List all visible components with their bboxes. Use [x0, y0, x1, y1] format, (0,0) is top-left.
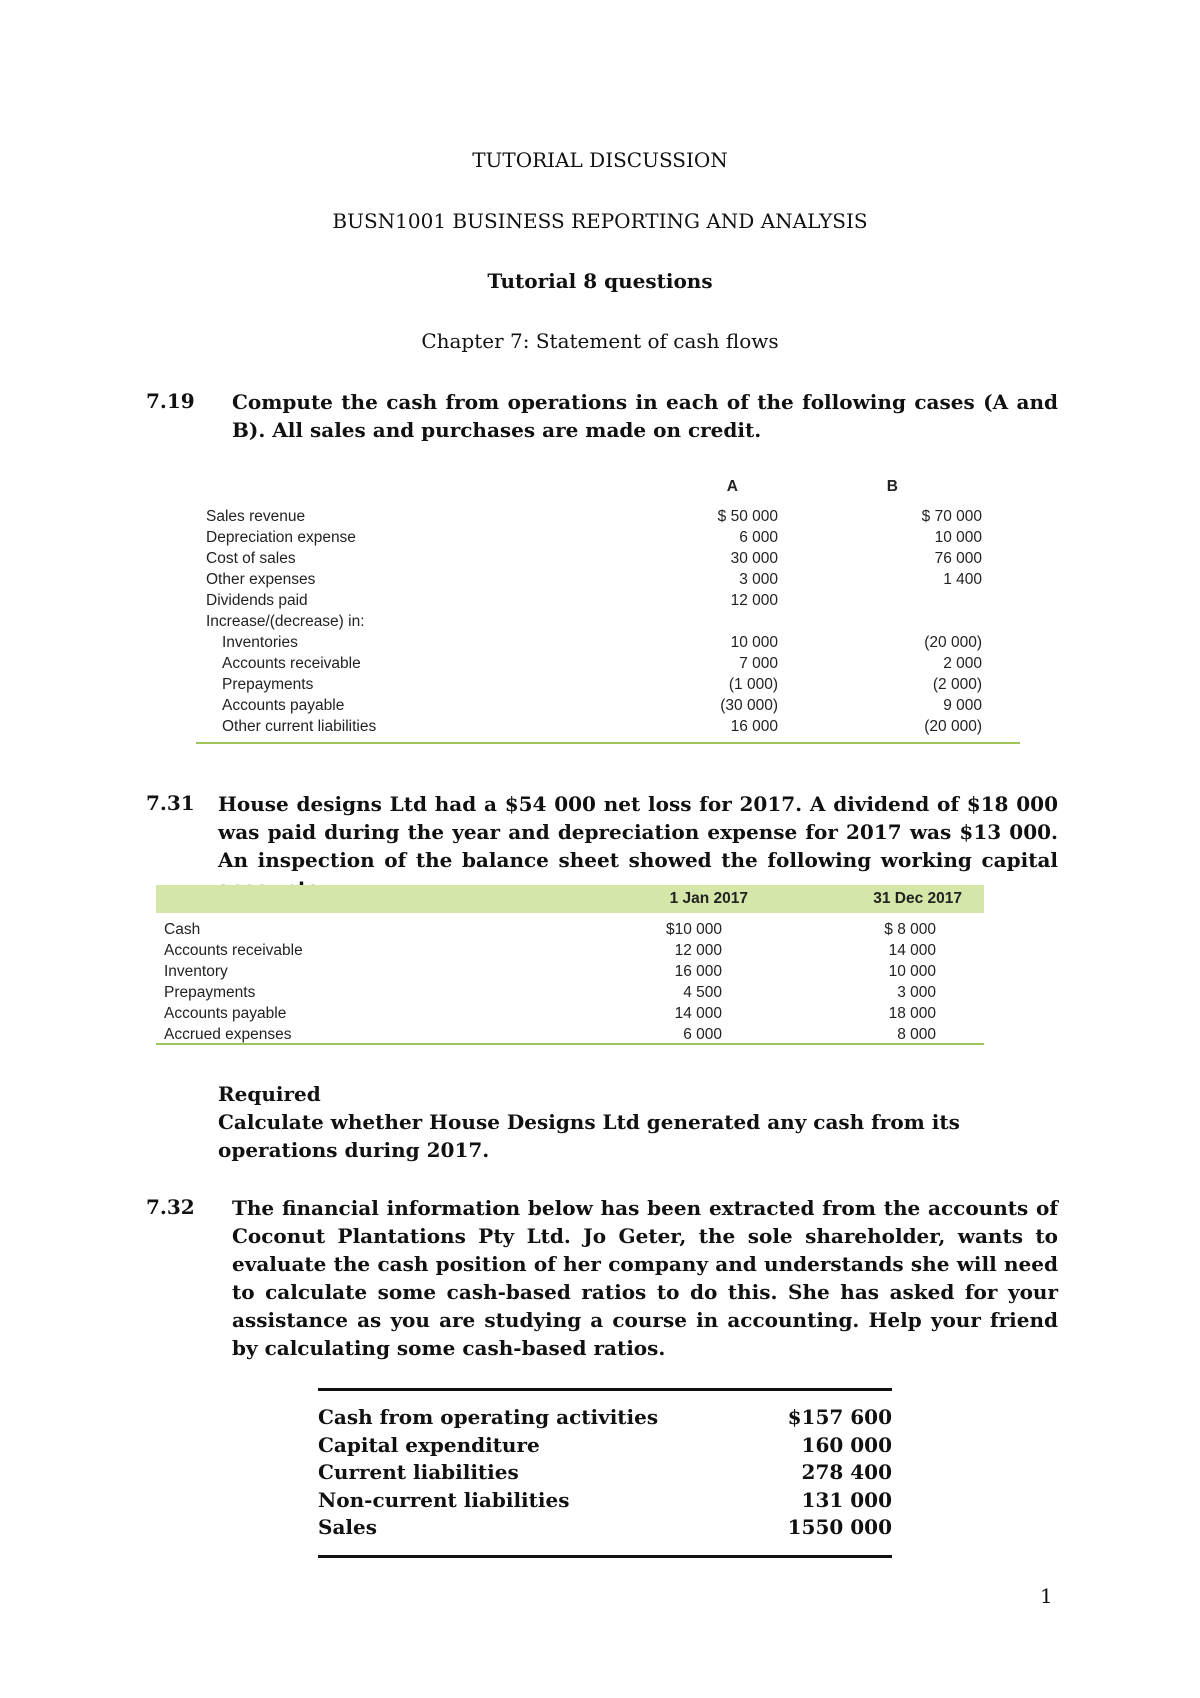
table-row: [204, 676, 1024, 697]
value-dec-2017: $ 8 000: [884, 921, 936, 938]
value-b: (20 000): [924, 634, 982, 651]
table-row: [204, 697, 1024, 718]
table-7-19-header: [204, 478, 1024, 508]
row-label: Other expenses: [206, 571, 316, 588]
table-7-19-body: [204, 508, 1024, 739]
doc-title: TUTORIAL DISCUSSION: [472, 148, 728, 172]
value-dec-2017: 10 000: [888, 963, 936, 980]
table-7-31: [156, 885, 984, 1047]
value-jan-2017: 6 000: [683, 1026, 722, 1043]
chapter-title: Chapter 7: Statement of cash flows: [421, 329, 779, 353]
value-dec-2017: 14 000: [888, 942, 936, 959]
row-label: Sales: [318, 1515, 377, 1539]
value-a: (30 000): [720, 697, 778, 714]
value-a: 12 000: [730, 592, 778, 609]
row-label: Increase/(decrease) in:: [206, 613, 365, 630]
table-row: [204, 655, 1024, 676]
tutorial-title: Tutorial 8 questions: [487, 269, 713, 293]
row-label: Cash: [164, 921, 201, 938]
value-a: 3 000: [739, 571, 778, 588]
row-label: Accounts payable: [164, 1005, 287, 1022]
col-dec-header: 31 Dec 2017: [873, 890, 962, 907]
value-a: 16 000: [730, 718, 778, 735]
value-a: 6 000: [739, 529, 778, 546]
table-row: [204, 613, 1024, 634]
question-7-32-text: The financial information below has been extracted from the accounts of Coconut Plantations Pty Ltd. Jo Geter, the sole shareholder, wants to evaluate the cash position of her company and understands she will need to calculate some cash-based ratios to do this. She has asked for your assistance as you are studying a course in accounting. Help your friend by calculating some cash-based ratios.: [232, 1196, 1058, 1360]
table-7-32-top-rule: [318, 1388, 892, 1391]
value-b: 10 000: [934, 529, 982, 546]
value-jan-2017: 4 500: [683, 984, 722, 1001]
table-7-19: [204, 478, 1024, 739]
table-7-32-bottom-rule: [318, 1555, 892, 1558]
row-label: Accounts receivable: [222, 655, 361, 672]
row-label: Accrued expenses: [164, 1026, 292, 1043]
table-7-31-header-band: [156, 885, 984, 913]
page-number: 1: [1040, 1584, 1053, 1608]
row-label: Prepayments: [222, 676, 314, 693]
table-7-19-bottom-rule: [196, 742, 1020, 744]
value-a: $ 50 000: [717, 508, 778, 525]
row-label: Depreciation expense: [206, 529, 356, 546]
row-label: Current liabilities: [318, 1460, 519, 1484]
row-label: Accounts payable: [222, 697, 345, 714]
row-label: Sales revenue: [206, 508, 306, 525]
table-row: [204, 592, 1024, 613]
row-label: Non-current liabilities: [318, 1487, 570, 1512]
table-row: [318, 1460, 892, 1488]
table-row: [318, 1405, 892, 1433]
table-row: [204, 550, 1024, 571]
table-row: [156, 984, 984, 1005]
row-label: Inventories: [222, 634, 298, 651]
row-label: Other current liabilities: [222, 718, 377, 735]
question-7-32-number: 7.32: [146, 1195, 195, 1219]
row-label: Cost of sales: [206, 550, 296, 567]
row-label: Prepayments: [164, 984, 256, 1001]
row-label: Cash from operating activities: [318, 1405, 659, 1429]
value-jan-2017: 14 000: [674, 1005, 722, 1022]
row-label: Dividends paid: [206, 592, 308, 609]
value-b: 2 000: [943, 655, 982, 672]
table-row: [156, 1005, 984, 1026]
table-row: [318, 1433, 892, 1461]
table-row: [204, 508, 1024, 529]
value-dec-2017: 3 000: [897, 984, 936, 1001]
value-b: 1 400: [943, 571, 982, 588]
question-7-19-number: 7.19: [146, 389, 195, 413]
value-b: (20 000): [924, 718, 982, 735]
value-b: 9 000: [943, 697, 982, 714]
table-7-31-body: [156, 921, 984, 1047]
required-text: Calculate whether House Designs Ltd generated any cash from its operations during 2017.: [218, 1110, 960, 1162]
row-value: 160 000: [801, 1432, 892, 1457]
value-b: (2 000): [932, 676, 982, 693]
table-row: [318, 1488, 892, 1516]
table-row: [156, 942, 984, 963]
value-jan-2017: 12 000: [674, 942, 722, 959]
value-jan-2017: 16 000: [674, 963, 722, 980]
value-b: $ 70 000: [921, 508, 982, 525]
col-jan-header: 1 Jan 2017: [669, 890, 748, 907]
table-row: [204, 571, 1024, 592]
table-row: [204, 529, 1024, 550]
table-7-31-bottom-rule: [156, 1043, 984, 1045]
required-heading: Required: [218, 1082, 321, 1106]
value-b: 76 000: [934, 550, 982, 567]
row-value: $157 600: [787, 1405, 892, 1429]
row-label: Accounts receivable: [164, 942, 303, 959]
row-value: 131 000: [801, 1487, 892, 1512]
value-a: 10 000: [730, 634, 778, 651]
value-a: 30 000: [730, 550, 778, 567]
table-row: [156, 963, 984, 984]
table-row: [156, 921, 984, 942]
row-value: 278 400: [801, 1460, 892, 1484]
question-7-19-text: Compute the cash from operations in each of the following cases (A and B). All sales and purchases are made on credit.: [232, 390, 1058, 442]
value-dec-2017: 18 000: [888, 1005, 936, 1022]
value-a: 7 000: [739, 655, 778, 672]
value-jan-2017: $10 000: [665, 921, 722, 938]
value-a: (1 000): [728, 676, 778, 693]
table-row: [318, 1515, 892, 1543]
question-7-31-number: 7.31: [146, 791, 195, 815]
col-a-header: A: [726, 478, 738, 495]
table-row: [204, 634, 1024, 655]
table-row: [204, 718, 1024, 739]
col-b-header: B: [886, 478, 898, 495]
row-label: Capital expenditure: [318, 1432, 540, 1457]
row-label: Inventory: [164, 963, 228, 980]
table-7-32: [318, 1388, 892, 1558]
course-title: BUSN1001 BUSINESS REPORTING AND ANALYSIS: [332, 209, 868, 233]
table-7-32-body: [318, 1405, 892, 1543]
value-dec-2017: 8 000: [897, 1026, 936, 1043]
question-7-31-text: House designs Ltd had a $54 000 net loss for 2017. A dividend of $18 000 was paid during the year and depreciation expense for 2017 was $13 000. An inspection of the balance sheet showed the following working capital: [218, 792, 1058, 872]
row-value: 1550 000: [787, 1515, 892, 1539]
